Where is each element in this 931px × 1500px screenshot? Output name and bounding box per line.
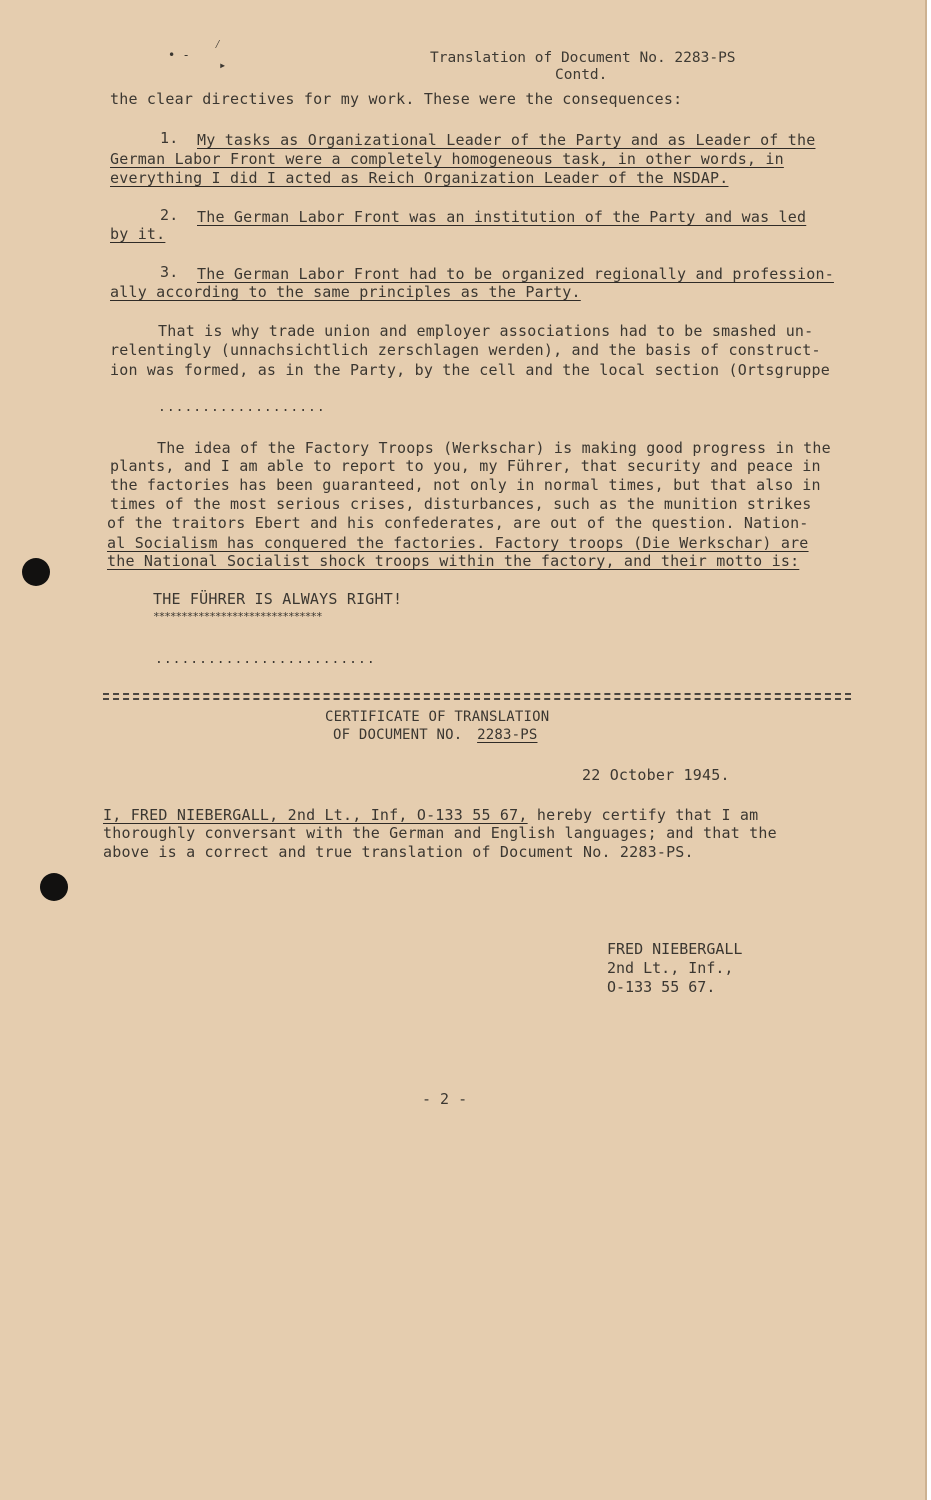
item1-line: My tasks as Organizational Leader of the Party and as Leader of the — [197, 131, 816, 149]
paragraph1-line: ion was formed, as in the Party, by the cell and the local section (Ortsgruppe — [110, 361, 830, 379]
motto-underline-stars: ****************************** — [153, 610, 322, 623]
document-header-contd: Contd. — [555, 67, 608, 83]
signature-name: FRED NIEBERGALL — [607, 940, 743, 958]
certificate-subtitle-prefix: OF DOCUMENT NO. — [333, 727, 463, 743]
ellipsis-separator: ................... — [158, 400, 326, 415]
item2-number: 2. — [160, 206, 179, 224]
dashed-rule — [103, 693, 851, 695]
dashed-rule — [103, 698, 851, 700]
certificate-text-line: above is a correct and true translation of Document No. 2283-PS. — [103, 843, 694, 861]
item1-number: 1. — [160, 129, 179, 147]
stray-mark: ⁄ — [214, 37, 222, 51]
certificate-certifier: I, FRED NIEBERGALL, 2nd Lt., Inf, O-133 55 67, — [103, 806, 528, 824]
certificate-subtitle — [333, 726, 547, 744]
item1-line: everything I did I acted as Reich Organization Leader of the NSDAP. — [110, 169, 729, 187]
stray-mark: • - — [168, 48, 190, 62]
motto-line: THE FÜHRER IS ALWAYS RIGHT! — [153, 590, 403, 608]
page-number: - 2 - — [422, 1090, 468, 1108]
stray-mark: ▸ — [219, 58, 227, 72]
item3-line: ally according to the same principles as the Party. — [110, 283, 581, 301]
item1-line: German Labor Front were a completely homogeneous task, in other words, in — [110, 150, 784, 168]
paragraph1-line: That is why trade union and employer associations had to be smashed un- — [158, 322, 814, 340]
paragraph2-line: times of the most serious crises, disturbances, such as the munition strikes — [110, 495, 812, 513]
paragraph2-line: plants, and I am able to report to you, my Führer, that security and peace in — [110, 457, 821, 475]
signature-rank: 2nd Lt., Inf., — [607, 959, 734, 977]
paragraph1-line: relentingly (unnachsichtlich zerschlagen werden), and the basis of construct- — [110, 341, 821, 359]
document-header-title: Translation of Document No. 2283-PS — [430, 50, 736, 66]
item2-line: The German Labor Front was an institution of the Party and was led — [197, 208, 807, 226]
item3-number: 3. — [160, 263, 179, 281]
punch-hole — [22, 558, 50, 586]
paragraph2-line: of the traitors Ebert and his confederates, are out of the question. Nation- — [107, 514, 809, 532]
punch-hole — [40, 873, 68, 901]
ellipsis-separator: ......................... — [155, 652, 376, 667]
certificate-title: CERTIFICATE OF TRANSLATION — [325, 709, 550, 725]
certificate-text-line: thoroughly conversant with the German and English languages; and that the — [103, 824, 777, 842]
item3-line: The German Labor Front had to be organized regionally and profession- — [197, 265, 834, 283]
certificate-document-number: 2283-PS — [477, 727, 538, 743]
paragraph2-line: the factories has been guaranteed, not only in normal times, but that also in — [110, 476, 821, 494]
paragraph2-line: al Socialism has conquered the factories. Factory troops (Die Werkschar) are — [107, 534, 809, 552]
paragraph2-line: The idea of the Factory Troops (Werkschar) is making good progress in the — [157, 439, 831, 457]
intro-line: the clear directives for my work. These were the consequences: — [110, 90, 683, 108]
item2-line: by it. — [110, 225, 166, 243]
signature-serial: O-133 55 67. — [607, 978, 716, 996]
paragraph2-line: the National Socialist shock troops within the factory, and their motto is: — [107, 552, 800, 570]
certificate-date: 22 October 1945. — [582, 766, 730, 784]
certificate-certify-clause: hereby certify that I am — [527, 806, 759, 824]
certificate-text-line — [103, 806, 758, 824]
